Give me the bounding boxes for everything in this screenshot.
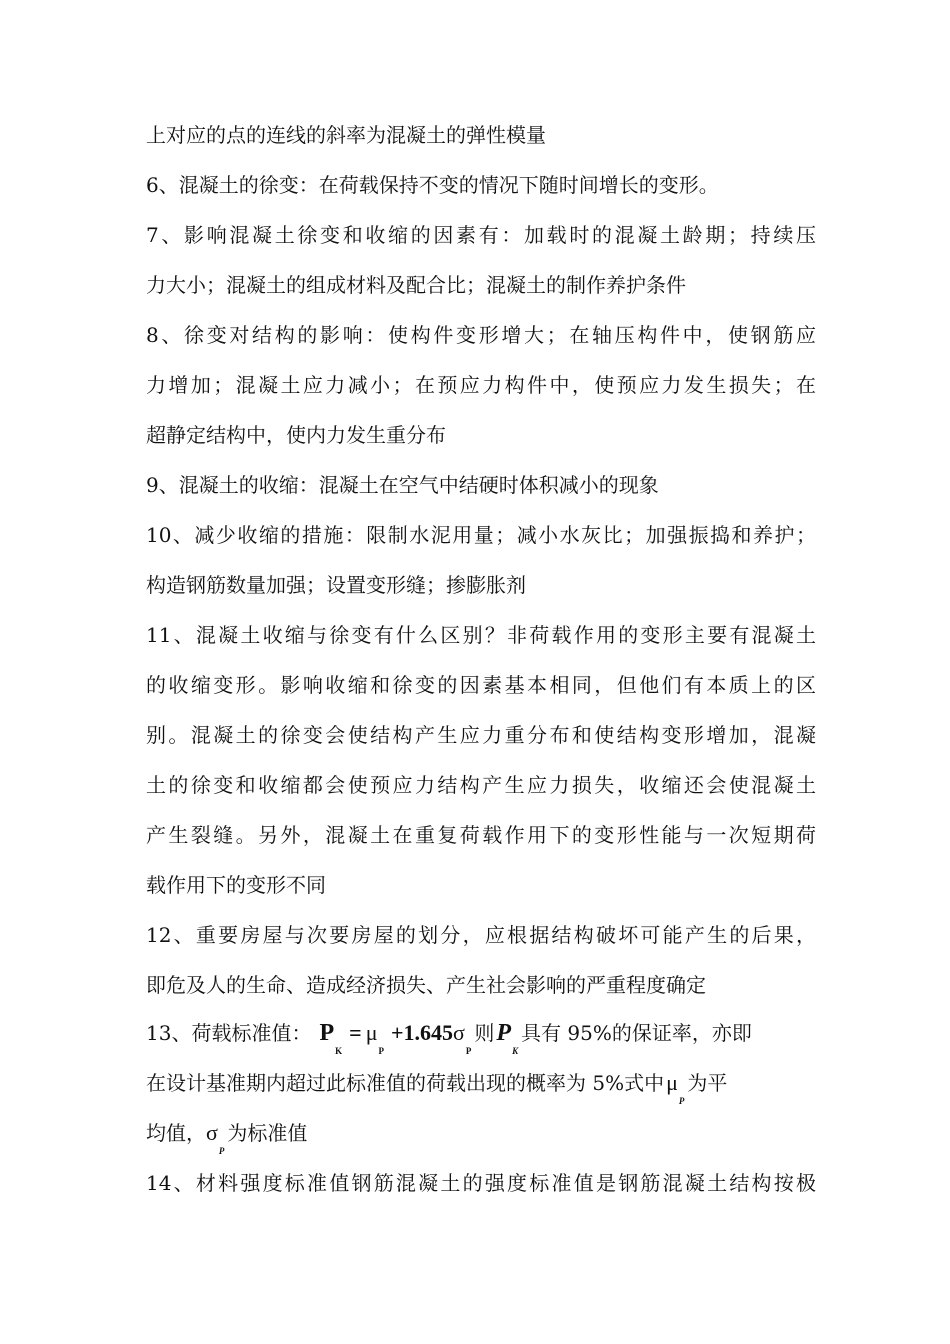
text-line: 的收缩变形。影响收缩和徐变的因素基本相同，但他们有本质上的区	[146, 673, 816, 697]
formula-line-3	[146, 1118, 816, 1154]
item13-line2-text: 在设计基准期内超过此标准值的荷载出现的概率为 5%式中	[146, 1071, 665, 1095]
formula-P: P	[319, 1020, 335, 1046]
formula-ze: 则	[474, 1021, 495, 1045]
text-line: 上对应的点的连线的斜率为混凝土的弹性模量	[146, 123, 546, 147]
text-line: 14、材料强度标准值钢筋混凝土的强度标准值是钢筋混凝土结构按极	[146, 1171, 816, 1195]
item13-prefix: 13、荷载标准值：	[146, 1021, 312, 1045]
text-line: 11、混凝土收缩与徐变有什么区别？非荷载作用的变形主要有混凝土	[146, 623, 816, 647]
text-line: 土的徐变和收缩都会使预应力结构产生应力损失，收缩还会使混凝土	[146, 773, 816, 797]
item13-line3-tail: 为标准值	[227, 1121, 308, 1145]
text-line: 7、影响混凝土徐变和收缩的因素有：加载时的混凝土龄期；持续压	[146, 223, 816, 247]
text-line: 8、徐变对结构的影响：使构件变形增大；在轴压构件中，使钢筋应	[146, 323, 816, 347]
formula-sub-K2: K	[512, 1046, 519, 1054]
text-line: 力大小；混凝土的组成材料及配合比；混凝土的制作养护条件	[146, 273, 686, 297]
text-line: 10、减少收缩的措施：限制水泥用量；减小水灰比；加强振捣和养护；	[146, 523, 816, 547]
text-line: 12、重要房屋与次要房屋的划分，应根据结构破坏可能产生的后果，	[146, 923, 816, 947]
formula-coefficient: +1.645	[390, 1020, 454, 1045]
sigma-symbol: σ	[206, 1120, 218, 1145]
formula-line-2	[146, 1068, 816, 1104]
formula-sigma: σ	[453, 1020, 465, 1045]
text-line: 构造钢筋数量加强；设置变形缝；掺膨胀剂	[146, 573, 526, 597]
text-line: 即危及人的生命、造成经济损失、产生社会影响的严重程度确定	[146, 973, 706, 997]
text-line: 超静定结构中，使内力发生重分布	[146, 423, 446, 447]
formula-line	[146, 1018, 816, 1054]
text-line: 力增加；混凝土应力减小；在预应力构件中，使预应力发生损失；在	[146, 373, 816, 397]
sigma-sub-P: P	[218, 1146, 225, 1154]
text-line: 6、混凝土的徐变：在荷载保持不变的情况下随时间增长的变形。	[146, 173, 719, 197]
text-line: 产生裂缝。另外，混凝土在重复荷载作用下的变形性能与一次短期荷	[146, 823, 816, 847]
formula-equals: =	[349, 1020, 362, 1045]
text-line: 别。混凝土的徐变会使结构产生应力重分布和使结构变形增加，混凝	[146, 723, 816, 747]
item13-line3-text: 均值，	[146, 1121, 206, 1145]
formula-sub-P2: P	[465, 1046, 472, 1054]
formula-sub-P: P	[378, 1046, 384, 1054]
formula-sub-K: K	[335, 1046, 343, 1054]
text-line: 载作用下的变形不同	[146, 873, 326, 897]
mu-symbol: μ	[666, 1070, 678, 1095]
item13-line2-tail: 为平	[687, 1071, 728, 1095]
text-line: 9、混凝土的收缩：混凝土在空气中结硬时体积减小的现象	[146, 473, 659, 497]
mu-sub-P: P	[678, 1096, 685, 1104]
formula-mu: μ	[365, 1020, 378, 1045]
formula-P-italic: P	[496, 1020, 512, 1046]
item13-tail: 具有 95%的保证率，亦即	[521, 1021, 752, 1045]
